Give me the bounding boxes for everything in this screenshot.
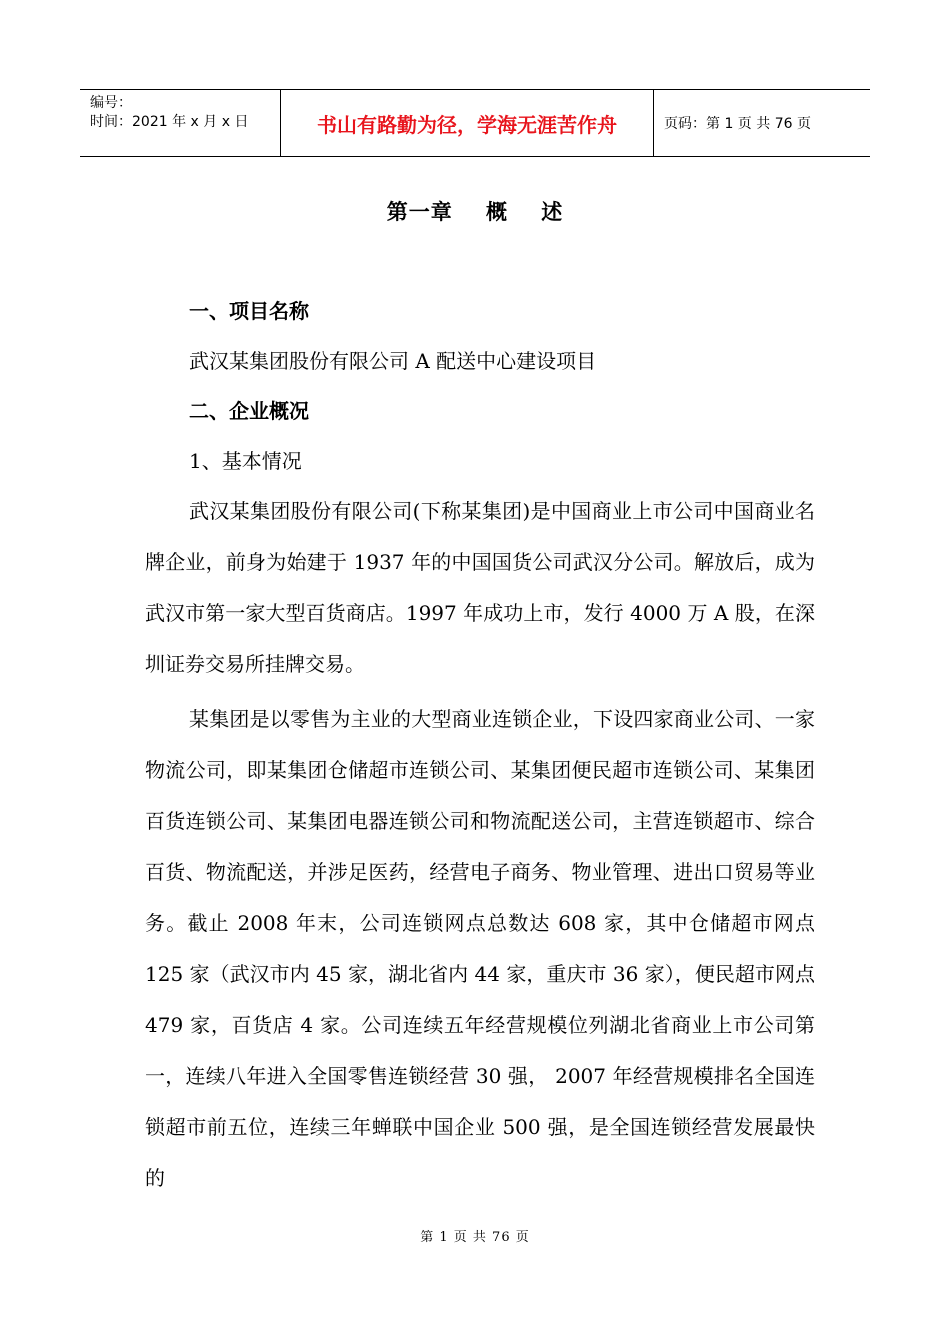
page-header xyxy=(80,89,870,157)
paragraph-company-business: 某集团是以零售为主业的大型商业连锁企业，下设四家商业公司、一家物流公司，即某集团仓储超市连锁公司、某集团便民超市连锁公司、某集团百货连锁公司、某集团电器连锁公司和物流配送公司，主营连锁超市、综合百货、物流配送，并涉足医药，经营电子商务、物业管理、进出口贸易等业务。截止 2008 年末，公司连锁网点总数达 608 家，其中仓储超市网点 125 家（武汉市内 45 家，湖北省内 44 家，重庆市 36 家），便民超市网点 479 家，百货店 4 家。公司连续五年经营规模位列湖北省商业上市公司第一，连续八年进入全国零售连锁经营 30 强， 2007 年经营规模排名全国连锁超市前五位，连续三年蝉联中国企业 500 强，是全国连锁经营发展最快的 xyxy=(145,707,815,1190)
section-heading-company-overview: 二、企业概况 xyxy=(189,399,309,423)
time-label: 时间：2021 年 x 月 x 日 xyxy=(90,114,249,130)
project-name-text: 武汉某集团股份有限公司 A 配送中心建设项目 xyxy=(189,349,597,373)
header-page-info: 页码：第 1 页 共 76 页 xyxy=(664,116,811,132)
number-label: 编号： xyxy=(90,95,132,111)
paragraph-company-history: 武汉某集团股份有限公司(下称某集团)是中国商业上市公司中国商业名牌企业，前身为始建于 1937 年的中国国货公司武汉分公司。解放后，成为武汉市第一家大型百货商店。1997 年成功上市，发行 4000 万 A 股，在深圳证券交易所挂牌交易。 xyxy=(145,499,815,676)
header-meta xyxy=(80,90,281,156)
chapter-title: 第一章 概 述 xyxy=(386,200,564,224)
header-motto: 书山有路勤为径，学海无涯苦作舟 xyxy=(281,90,654,156)
page-footer: 第 1 页 共 76 页 xyxy=(420,1230,530,1245)
document-body xyxy=(145,286,815,1204)
section-heading-project-name: 一、项目名称 xyxy=(189,299,309,323)
subsection-basic-info: 1、基本情况 xyxy=(189,449,302,473)
